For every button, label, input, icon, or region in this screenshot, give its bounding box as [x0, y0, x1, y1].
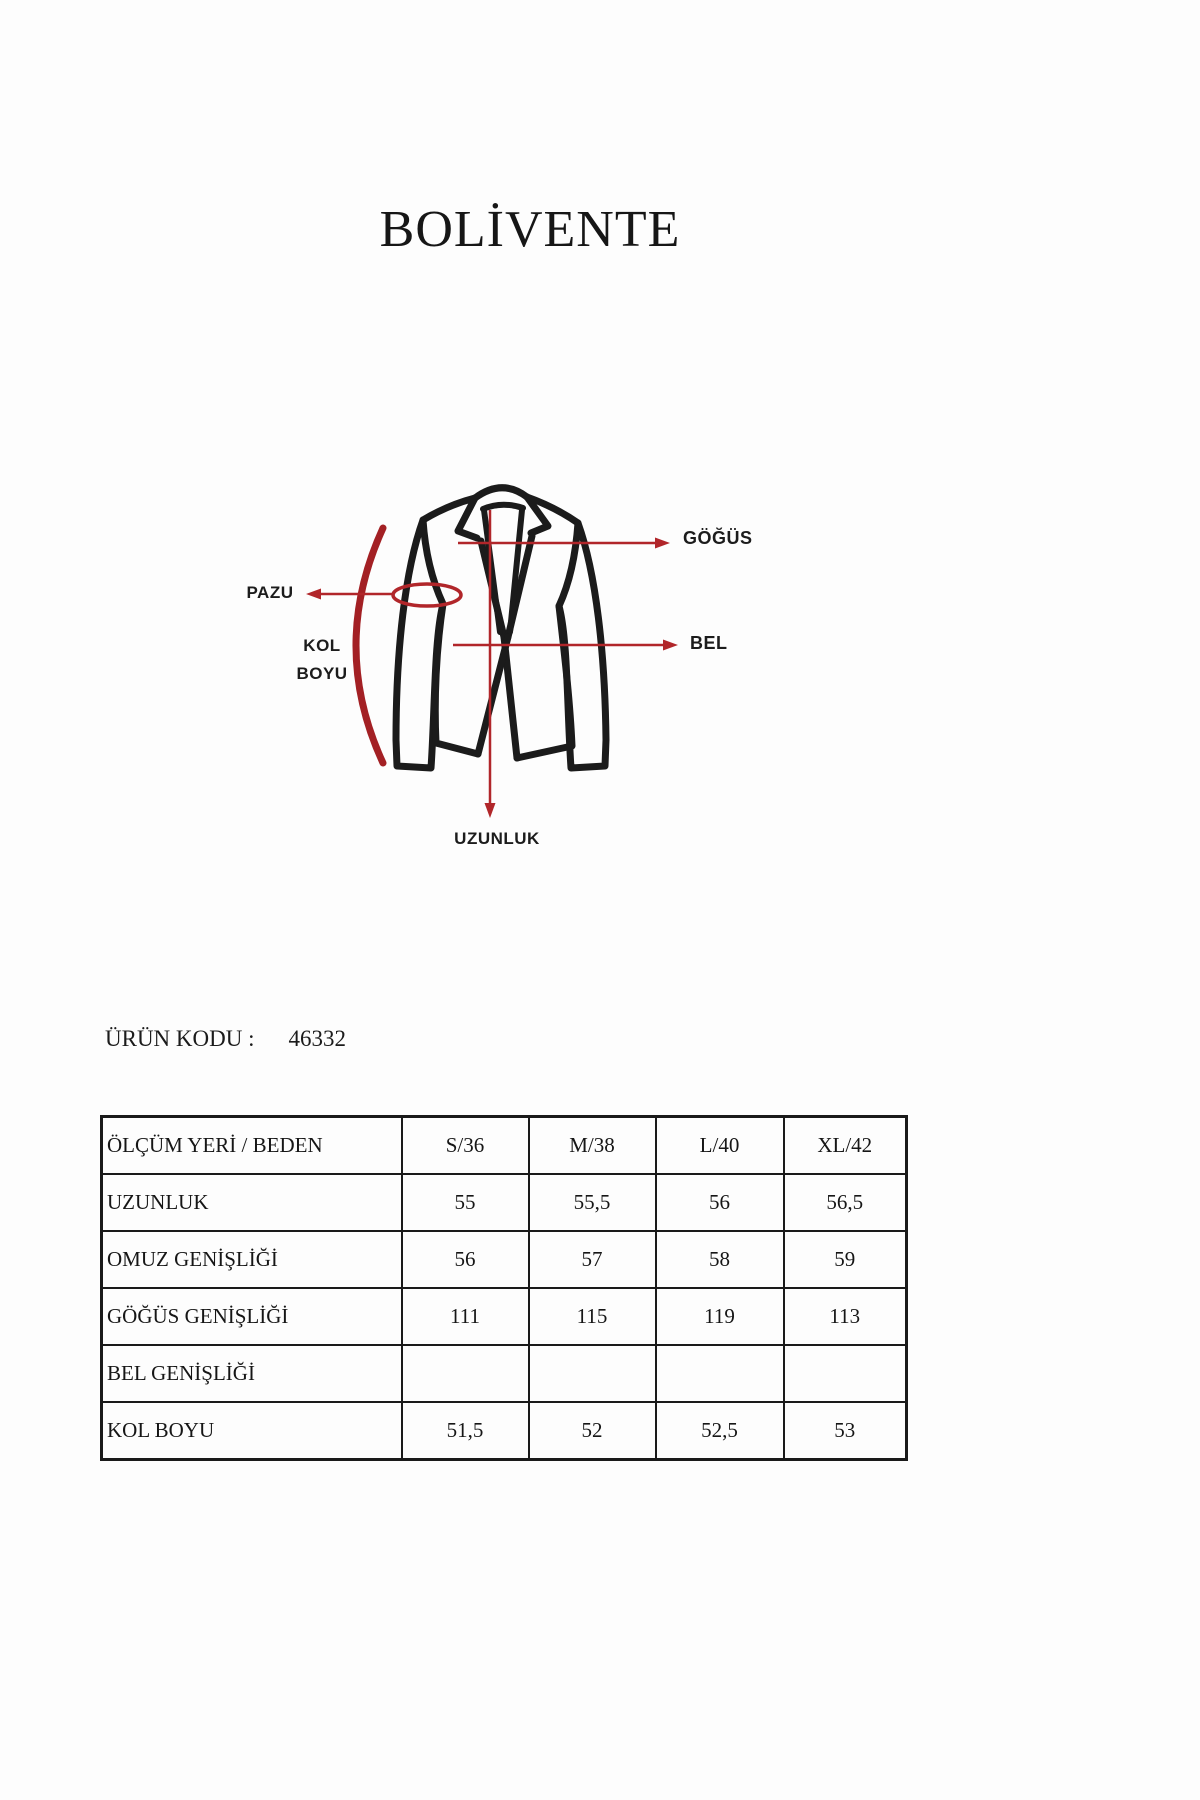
cell-omuz-m: 57 — [529, 1231, 656, 1288]
kol-boyu-label-line2: BOYU — [296, 664, 348, 683]
product-code-row — [105, 1026, 346, 1052]
gogus-arrowhead — [655, 538, 670, 549]
jacket-outline — [396, 488, 606, 768]
cell-bel-m — [529, 1345, 656, 1402]
cell-omuz-l: 58 — [656, 1231, 784, 1288]
bel-label: BEL — [690, 633, 728, 653]
table-row-omuz — [102, 1231, 907, 1288]
uzunluk-label: UZUNLUK — [454, 829, 540, 848]
table-row-bel — [102, 1345, 907, 1402]
row-label-omuz: OMUZ GENİŞLİĞİ — [102, 1231, 402, 1288]
cell-omuz-s: 56 — [402, 1231, 529, 1288]
size-table-header-row — [102, 1117, 907, 1175]
kol-boyu-label — [277, 632, 367, 688]
header-cell-measure-place: ÖLÇÜM YERİ / BEDEN — [102, 1117, 402, 1175]
cell-kolboyu-m: 52 — [529, 1402, 656, 1460]
header-cell-size-s: S/36 — [402, 1117, 529, 1175]
row-label-uzunluk: UZUNLUK — [102, 1174, 402, 1231]
table-row-gogus — [102, 1288, 907, 1345]
row-label-gogus: GÖĞÜS GENİŞLİĞİ — [102, 1288, 402, 1345]
cell-gogus-m: 115 — [529, 1288, 656, 1345]
cell-bel-xl — [784, 1345, 907, 1402]
header-cell-size-xl: XL/42 — [784, 1117, 907, 1175]
table-row-kolboyu — [102, 1402, 907, 1460]
header-cell-size-l: L/40 — [656, 1117, 784, 1175]
bel-arrowhead — [663, 640, 678, 651]
cell-kolboyu-l: 52,5 — [656, 1402, 784, 1460]
cell-uzunluk-s: 55 — [402, 1174, 529, 1231]
product-code-label: ÜRÜN KODU : — [105, 1026, 255, 1051]
size-table — [100, 1115, 908, 1461]
cell-gogus-xl: 113 — [784, 1288, 907, 1345]
cell-omuz-xl: 59 — [784, 1231, 907, 1288]
header-cell-size-m: M/38 — [529, 1117, 656, 1175]
jacket-measurement-diagram — [180, 410, 780, 870]
cell-kolboyu-s: 51,5 — [402, 1402, 529, 1460]
cell-gogus-s: 111 — [402, 1288, 529, 1345]
cell-uzunluk-xl: 56,5 — [784, 1174, 907, 1231]
cell-bel-s — [402, 1345, 529, 1402]
cell-bel-l — [656, 1345, 784, 1402]
row-label-kolboyu: KOL BOYU — [102, 1402, 402, 1460]
cell-uzunluk-l: 56 — [656, 1174, 784, 1231]
cell-kolboyu-xl: 53 — [784, 1402, 907, 1460]
uzunluk-arrowhead — [485, 803, 496, 818]
cell-gogus-l: 119 — [656, 1288, 784, 1345]
product-code-value: 46332 — [288, 1026, 346, 1051]
brand-title: BOLİVENTE — [379, 201, 681, 258]
cell-uzunluk-m: 55,5 — [529, 1174, 656, 1231]
kol-boyu-label-line1: KOL — [303, 636, 341, 655]
table-row-uzunluk — [102, 1174, 907, 1231]
row-label-bel: BEL GENİŞLİĞİ — [102, 1345, 402, 1402]
gogus-label: GÖĞÜS — [683, 528, 753, 548]
pazu-label: PAZU — [246, 583, 294, 602]
